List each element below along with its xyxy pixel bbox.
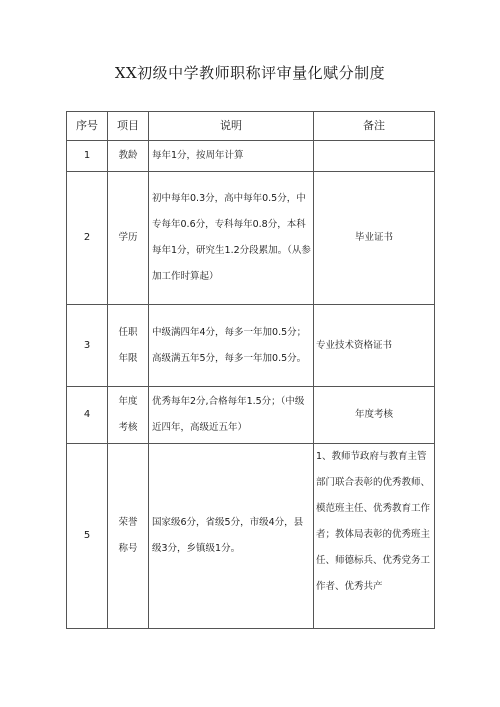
scoring-table <box>66 111 435 629</box>
table-row <box>67 305 435 387</box>
row-no: 5 <box>67 444 108 629</box>
page-title: XX初级中学教师职称评审量化赋分制度 <box>114 64 386 82</box>
row-item: 学历 <box>108 172 149 305</box>
row-desc: 每年1分，按周年计算 <box>149 141 314 172</box>
row-item: 荣誉称号 <box>108 444 149 629</box>
row-desc: 优秀每年2分,合格每年1.5分；（中级近四年，高级近五年） <box>149 387 314 444</box>
header-note: 备注 <box>314 112 435 141</box>
row-no: 3 <box>67 305 108 387</box>
row-desc: 中级满四年4分，每多一年加0.5分；高级满五年5分，每多一年加0.5分。 <box>149 305 314 387</box>
row-desc: 国家级6分，省级5分，市级4分，县级3分，乡镇级1分。 <box>149 444 314 629</box>
table-header-row <box>67 112 435 141</box>
row-item: 任职年限 <box>108 305 149 387</box>
row-note: 1、教师节政府与教育主管部门联合表彰的优秀教师、模范班主任、优秀教育工作者；教体局表彰的优秀班主任、师德标兵、优秀党务工作者、优秀共产 <box>314 444 435 629</box>
row-desc: 初中每年0.3分，高中每年0.5分，中专每年0.6分，专科每年0.8分，本科每年1分，研究生1.2分段累加。（从参加工作时算起） <box>149 172 314 305</box>
table-row <box>67 387 435 444</box>
header-no: 序号 <box>67 112 108 141</box>
table-row <box>67 141 435 172</box>
row-note: 专业技术资格证书 <box>314 305 435 387</box>
row-item: 教龄 <box>108 141 149 172</box>
row-note: 毕业证书 <box>314 172 435 305</box>
row-note <box>314 141 435 172</box>
header-desc: 说明 <box>149 112 314 141</box>
row-note: 年度考核 <box>314 387 435 444</box>
table-row <box>67 444 435 629</box>
row-no: 2 <box>67 172 108 305</box>
table-row <box>67 172 435 305</box>
row-item: 年度考核 <box>108 387 149 444</box>
row-no: 4 <box>67 387 108 444</box>
header-item: 项目 <box>108 112 149 141</box>
row-no: 1 <box>67 141 108 172</box>
